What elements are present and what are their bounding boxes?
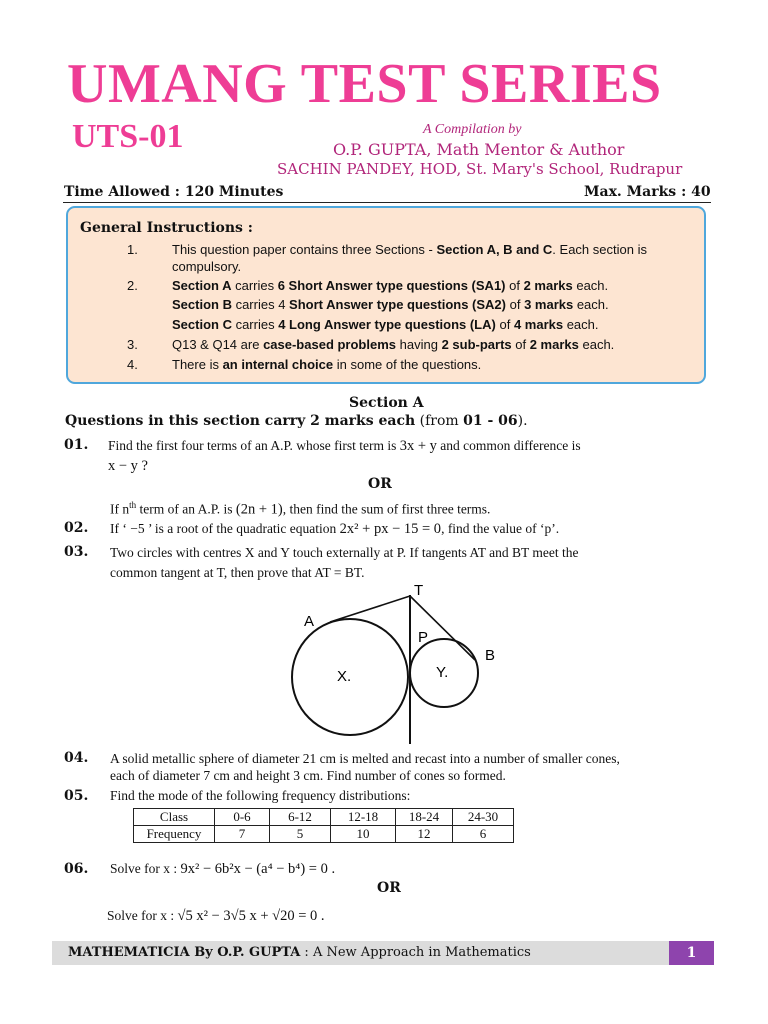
label-p: P: [418, 629, 429, 646]
table-cell: 12: [396, 826, 453, 843]
instruction-number: 4.: [127, 357, 138, 372]
max-marks: Max. Marks : 40: [584, 184, 711, 200]
test-code: UTS-01: [72, 118, 184, 155]
table-cell: Class: [134, 809, 215, 826]
time-allowed: Time Allowed : 120 Minutes: [64, 184, 284, 200]
table-cell: 10: [331, 826, 396, 843]
footer-brand: MATHEMATICIA By O.P. GUPTA : A New Approach in Mathematics: [68, 945, 531, 960]
author-primary: O.P. GUPTA, Math Mentor & Author: [333, 140, 625, 159]
author-secondary: SACHIN PANDEY, HOD, St. Mary's School, Rudrapur: [277, 160, 683, 178]
compilation-label: A Compilation by: [423, 122, 522, 137]
instruction-item: There is an internal choice in some of the questions.: [172, 357, 482, 372]
label-x: X.: [337, 668, 352, 685]
question-number: 06.: [64, 861, 89, 877]
table-cell: 7: [215, 826, 270, 843]
instructions-heading: General Instructions :: [80, 220, 253, 236]
table-cell: 5: [270, 826, 331, 843]
question-number: 03.: [64, 544, 89, 560]
question-number: 02.: [64, 520, 89, 536]
table-row: [134, 809, 514, 826]
label-a: A: [304, 613, 315, 630]
question-text: If $n^{th}$ term of an A.P. is (2n + 1), then find the sum of first three terms.: [110, 500, 491, 518]
table-cell: Frequency: [134, 826, 215, 843]
instruction-item: Section A carries 6 Short Answer type questions (SA1) of 2 marks each.: [172, 278, 609, 293]
question-text: Find the mode of the following frequency distributions:: [110, 788, 411, 803]
tangent-at: [330, 596, 410, 622]
table-row: [134, 826, 514, 843]
table-cell: 6-12: [270, 809, 331, 826]
section-note: Questions in this section carry 2 marks each (from 01 - 06).: [65, 413, 528, 429]
question-text: common tangent at T, then prove that AT = BT.: [110, 565, 365, 580]
instruction-item: Section B carries 4 Short Answer type questions (SA2) of 3 marks each.: [172, 297, 609, 312]
question-number: 01.: [64, 437, 89, 453]
instruction-number: 2.: [127, 278, 138, 293]
instruction-item: This question paper contains three Sections - Section A, B and C. Each section is compulsory.: [172, 242, 647, 274]
question-text: Two circles with centres X and Y touch externally at P. If tangents AT and BT meet the: [110, 545, 579, 560]
or-separator: OR: [368, 476, 392, 492]
frequency-table: [133, 808, 514, 843]
section-heading: Section A: [349, 395, 424, 411]
table-cell: 6: [453, 826, 514, 843]
header-divider: [63, 202, 711, 203]
question-text: A solid metallic sphere of diameter 21 cm is melted and recast into a number of smaller cones,: [110, 751, 620, 766]
question-text: Solve for x : √5 x² − 3√5 x + √20 = 0 .: [107, 908, 325, 924]
series-title: UMANG TEST SERIES: [67, 53, 662, 115]
question-text: If ‘ −5 ’ is a root of the quadratic equation 2x² + px − 15 = 0, find the value of ‘p’.: [110, 521, 560, 537]
table-cell: 0-6: [215, 809, 270, 826]
label-b: B: [485, 647, 496, 664]
question-text: Solve for x : 9x² − 6b²x − (a⁴ − b⁴) = 0 .: [110, 861, 336, 877]
table-cell: 18-24: [396, 809, 453, 826]
instruction-number: 3.: [127, 337, 138, 352]
tangent-circles-figure: [280, 582, 510, 744]
question-number: 05.: [64, 788, 89, 804]
table-cell: 12-18: [331, 809, 396, 826]
or-separator: OR: [377, 880, 401, 896]
instruction-number: 1.: [127, 242, 138, 257]
instruction-item: Q13 & Q14 are case-based problems having 2 sub-parts of 2 marks each.: [172, 337, 615, 352]
page-number: 1: [669, 941, 714, 965]
label-t: T: [414, 582, 424, 599]
question-text: x − y ?: [108, 458, 148, 474]
question-number: 04.: [64, 750, 89, 766]
question-text: each of diameter 7 cm and height 3 cm. Find number of cones so formed.: [110, 768, 506, 783]
table-cell: 24-30: [453, 809, 514, 826]
label-y: Y.: [436, 664, 449, 681]
instruction-item: Section C carries 4 Long Answer type questions (LA) of 4 marks each.: [172, 317, 599, 332]
question-text: Find the first four terms of an A.P. whose first term is 3x + y and common difference is: [108, 438, 581, 454]
